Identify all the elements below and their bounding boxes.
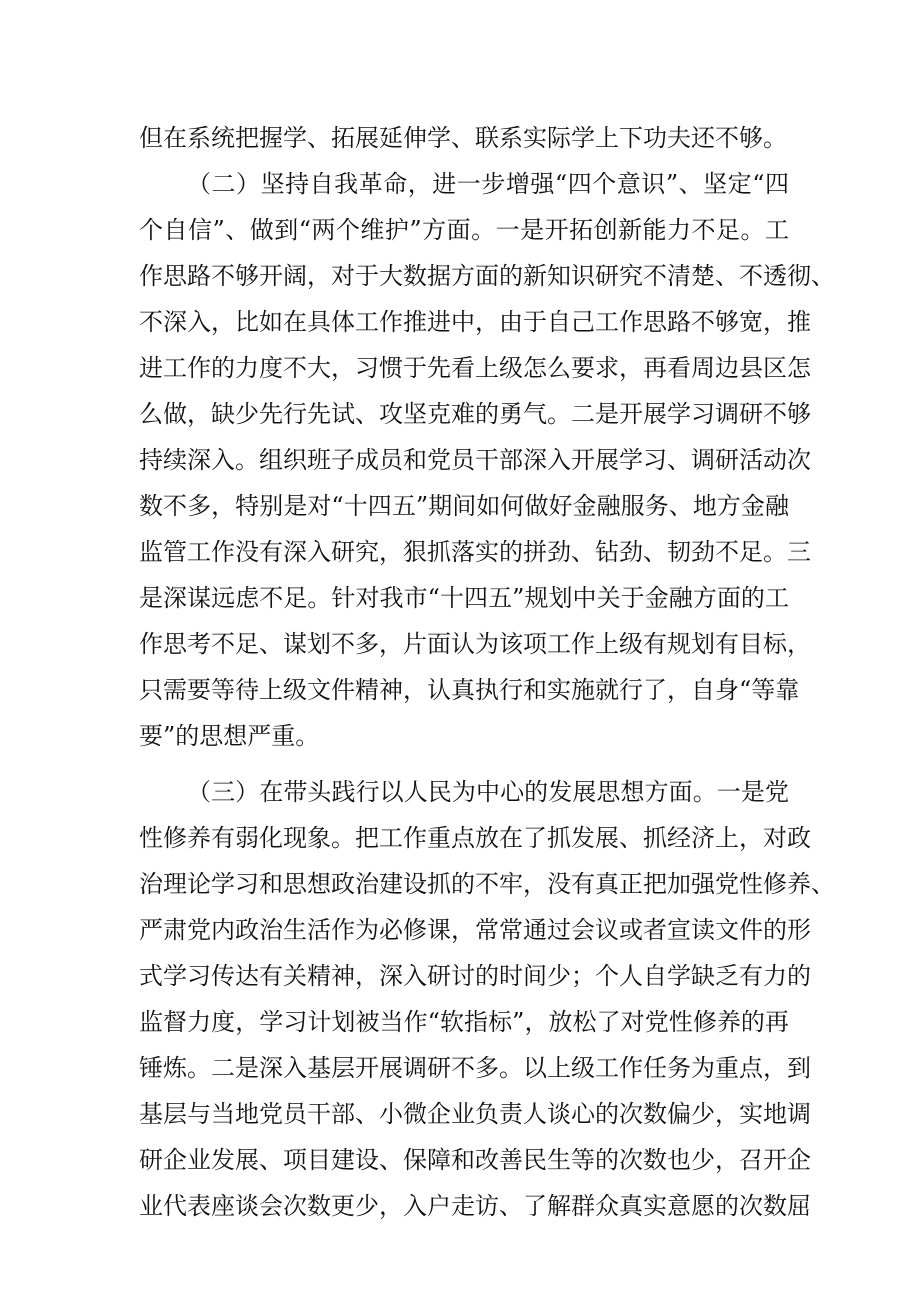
paragraph-line: 监督力度，学习计划被当作“软指标”，放松了对党性修养的再 xyxy=(139,1008,789,1036)
paragraph-line: 不深入，比如在具体工作推进中，由于自己工作思路不够宽，推 xyxy=(139,308,811,336)
paragraph-line: 锤炼。二是深入基层开展调研不多。以上级工作任务为重点，到 xyxy=(139,1054,811,1082)
paragraph-line: 严肃党内政治生活作为必修课，常常通过会议或者宣读文件的形 xyxy=(139,916,811,944)
paragraph-line: 基层与当地党员干部、小微企业负责人谈心的次数偏少，实地调 xyxy=(139,1100,811,1128)
paragraph-line: 治理论学习和思想政治建设抓的不牢，没有真正把加强党性修养、 xyxy=(139,870,835,898)
paragraph-line: 作思考不足、谋划不多，片面认为该项工作上级有规划有目标， xyxy=(139,630,811,658)
paragraph-line: 个自信”、做到“两个维护”方面。一是开拓创新能力不足。工 xyxy=(139,216,789,244)
paragraph-line: 式学习传达有关精神，深入研讨的时间少；个人自学缺乏有力的 xyxy=(139,962,811,990)
paragraph-line: 持续深入。组织班子成员和党员干部深入开展学习、调研活动次 xyxy=(139,446,811,474)
section-heading-line: （三）在带头践行以人民为中心的发展思想方面。一是党 xyxy=(187,778,789,806)
paragraph-line: 只需要等待上级文件精神，认真执行和实施就行了，自身“等靠 xyxy=(139,676,800,704)
paragraph-line: 但在系统把握学、拓展延伸学、联系实际学上下功夫还不够。 xyxy=(139,124,787,152)
paragraph-line: 研企业发展、项目建设、保障和改善民生等的次数也少，召开企 xyxy=(139,1146,811,1174)
paragraph-line: 要”的思想严重。 xyxy=(139,722,320,750)
paragraph-line: 进工作的力度不大，习惯于先看上级怎么要求，再看周边县区怎 xyxy=(139,354,811,382)
paragraph-line: 么做，缺少先行先试、攻坚克难的勇气。二是开展学习调研不够 xyxy=(139,400,811,428)
paragraph-line: 数不多，特别是对“十四五”期间如何做好金融服务、地方金融 xyxy=(139,492,789,520)
paragraph-line: 业代表座谈会次数更少，入户走访、了解群众真实意愿的次数屈 xyxy=(139,1192,811,1220)
paragraph-line: 作思路不够开阔，对于大数据方面的新知识研究不清楚、不透彻、 xyxy=(139,262,835,290)
paragraph-line: 性修养有弱化现象。把工作重点放在了抓发展、抓经济上，对政 xyxy=(139,824,811,852)
paragraph-line: 监管工作没有深入研究，狠抓落实的拼劲、钻劲、韧劲不足。三 xyxy=(139,538,811,566)
paragraph-line: 是深谋远虑不足。针对我市“十四五”规划中关于金融方面的工 xyxy=(139,584,789,612)
section-heading-line: （二）坚持自我革命，进一步增强“四个意识”、坚定“四 xyxy=(187,170,789,198)
